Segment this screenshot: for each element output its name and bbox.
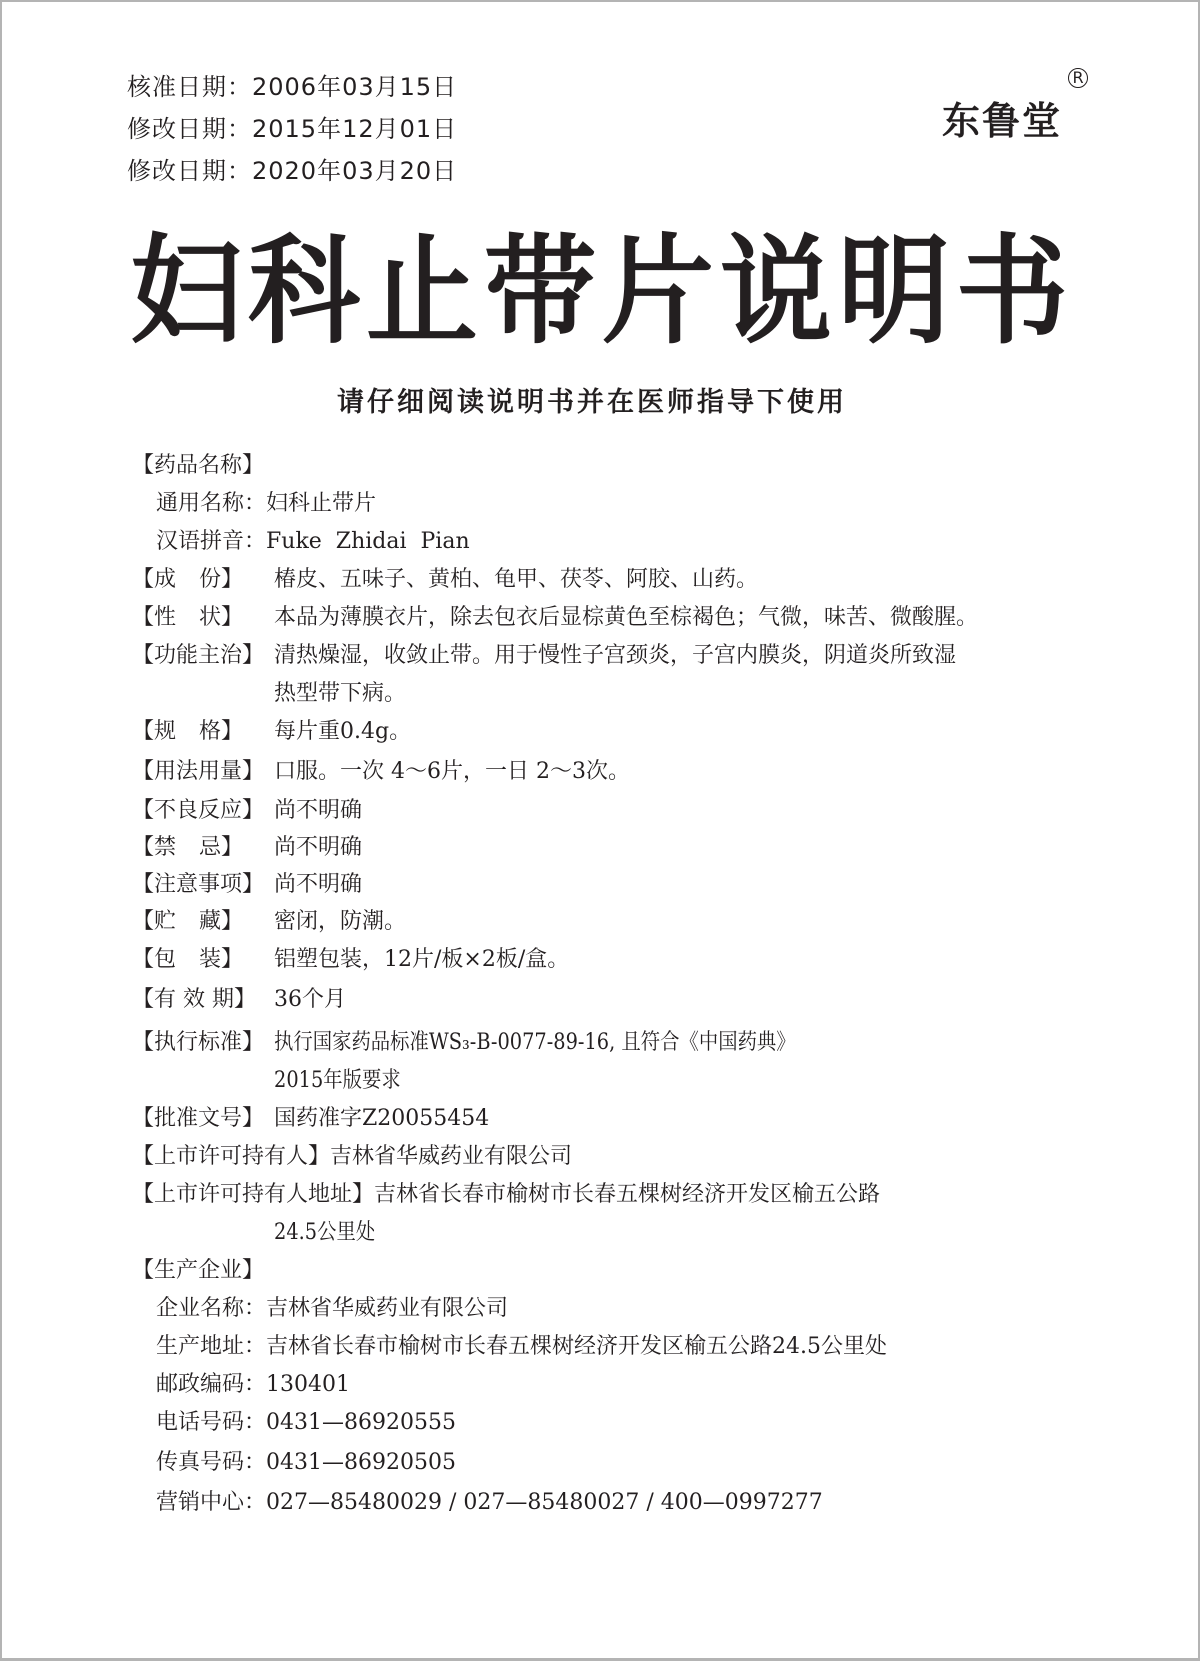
section-label: 【药品名称】 — [132, 453, 265, 478]
section-value: 36个月 — [274, 987, 346, 1012]
section-indications-continued — [274, 676, 406, 707]
field-value: 027—85480029 / 027—85480027 / 400—0997277 — [266, 1490, 823, 1515]
field-label: 电话号码： — [156, 1410, 267, 1435]
postal-code-row — [156, 1367, 350, 1398]
section-value: 口服。一次 4～6片，一日 2～3次。 — [274, 759, 630, 784]
section-standard-continued — [274, 1063, 418, 1094]
section-value: 尚不明确 — [274, 872, 363, 897]
section-label-end: 状】 — [199, 605, 244, 630]
section-label: 【有 效 期】 — [132, 987, 256, 1012]
section-value: 铝塑包装，12片/板×2板/盒。 — [274, 947, 570, 972]
section-value: 椿皮、五味子、黄柏、龟甲、茯苓、阿胶、山药。 — [274, 567, 759, 592]
section-storage — [132, 904, 406, 935]
section-label-start: 【贮 — [132, 909, 177, 934]
field-label: 营销中心： — [156, 1490, 267, 1515]
field-value: 0431—86920555 — [266, 1410, 456, 1435]
section-dosage — [132, 754, 630, 785]
field-label: 汉语拼音： — [156, 529, 267, 554]
brand-logo — [942, 68, 1084, 145]
section-label: 【上市许可持有人地址】 — [132, 1182, 375, 1207]
section-indications — [132, 638, 956, 669]
section-label: 【注意事项】 — [132, 872, 265, 897]
field-value: 吉林省华威药业有限公司 — [266, 1296, 509, 1321]
section-adverse-reactions — [132, 793, 362, 824]
section-drug-name — [132, 448, 264, 479]
manufacturer-name-row — [156, 1291, 508, 1322]
brand-name: 东鲁堂 — [942, 99, 1063, 143]
section-value: 热型带下病。 — [274, 681, 407, 706]
section-value: 每片重0.4g。 — [274, 719, 412, 744]
date-value: 2020年03月20日 — [252, 157, 458, 185]
section-label-end: 份】 — [199, 567, 244, 592]
field-label: 通用名称： — [156, 491, 267, 516]
section-label-end: 藏】 — [199, 909, 244, 934]
section-label-start: 【成 — [132, 567, 177, 592]
section-label-start: 【包 — [132, 947, 177, 972]
section-standard — [132, 1025, 867, 1056]
field-value: 130401 — [266, 1372, 350, 1397]
manufacturer-address-row — [156, 1329, 887, 1360]
section-value: 清热燥湿，收敛止带。用于慢性子宫颈炎，子宫内膜炎，阴道炎所致湿 — [274, 643, 957, 668]
page-subtitle: 请仔细阅读说明书并在医师指导下使用 — [337, 387, 847, 418]
date-value: 2015年12月01日 — [252, 115, 458, 143]
section-mah — [132, 1139, 572, 1170]
section-label-start: 【禁 — [132, 835, 177, 860]
section-label-end: 装】 — [199, 947, 244, 972]
section-value: 执行国家药品标准WS₃-B-0077-89-16, 且符合《中国药典》 — [274, 1030, 796, 1055]
section-value: 国药准字Z20055454 — [274, 1106, 490, 1131]
section-contraindications — [132, 830, 362, 861]
section-mah-address — [132, 1177, 880, 1208]
section-label: 【功能主治】 — [132, 643, 265, 668]
section-label-end: 忌】 — [199, 835, 244, 860]
section-value: 密闭，防潮。 — [274, 909, 407, 934]
revision-date-row — [127, 150, 457, 192]
field-label: 生产地址： — [156, 1334, 267, 1359]
field-label: 企业名称： — [156, 1296, 267, 1321]
field-value: 0431—86920505 — [266, 1450, 456, 1475]
section-package — [132, 942, 569, 973]
pinyin-row — [156, 524, 470, 555]
registered-trademark-icon: R — [1068, 68, 1088, 88]
section-label: 【上市许可持有人】 — [132, 1144, 331, 1169]
field-value: 妇科止带片 — [266, 491, 377, 516]
section-shelf-life — [132, 982, 346, 1013]
revision-date-row — [127, 108, 457, 150]
section-ingredients — [132, 562, 758, 593]
section-value: 尚不明确 — [274, 835, 363, 860]
approval-dates — [127, 66, 457, 192]
section-approval-number — [132, 1101, 489, 1132]
section-label: 【批准文号】 — [132, 1106, 265, 1131]
section-label: 【用法用量】 — [132, 759, 265, 784]
section-label-start: 【性 — [132, 605, 177, 630]
section-value: 本品为薄膜衣片，除去包衣后显棕黄色至棕褐色；气微，味苦、微酸腥。 — [274, 605, 979, 630]
date-label: 核准日期： — [127, 73, 252, 101]
section-mah-address-continued — [274, 1215, 389, 1246]
field-value: 吉林省长春市榆树市长春五棵树经济开发区榆五公路24.5公里处 — [266, 1334, 888, 1359]
section-label: 【执行标准】 — [132, 1030, 265, 1055]
section-value: 尚不明确 — [274, 798, 363, 823]
section-specification — [132, 714, 411, 745]
phone-row — [156, 1405, 456, 1436]
section-description — [132, 600, 978, 631]
section-precautions — [132, 867, 362, 898]
generic-name-row — [156, 486, 376, 517]
section-manufacturer — [132, 1253, 264, 1284]
field-value: Fuke Zhidai Pian — [266, 529, 470, 554]
field-label: 邮政编码： — [156, 1372, 267, 1397]
section-value: 吉林省华威药业有限公司 — [330, 1144, 573, 1169]
fax-row — [156, 1445, 456, 1476]
section-label-end: 格】 — [199, 719, 244, 744]
section-value: 24.5公里处 — [274, 1220, 376, 1245]
section-label: 【不良反应】 — [132, 798, 265, 823]
page-title: 妇科止带片说明书 — [130, 222, 1074, 361]
section-value: 2015年版要求 — [274, 1068, 401, 1093]
date-label: 修改日期： — [127, 157, 252, 185]
approval-date-row — [127, 66, 457, 108]
section-value: 吉林省长春市榆树市长春五棵树经济开发区榆五公路 — [374, 1182, 881, 1207]
date-label: 修改日期： — [127, 115, 252, 143]
section-label: 【生产企业】 — [132, 1258, 265, 1283]
field-label: 传真号码： — [156, 1450, 267, 1475]
marketing-center-row — [156, 1485, 823, 1516]
date-value: 2006年03月15日 — [252, 73, 458, 101]
section-label-start: 【规 — [132, 719, 177, 744]
